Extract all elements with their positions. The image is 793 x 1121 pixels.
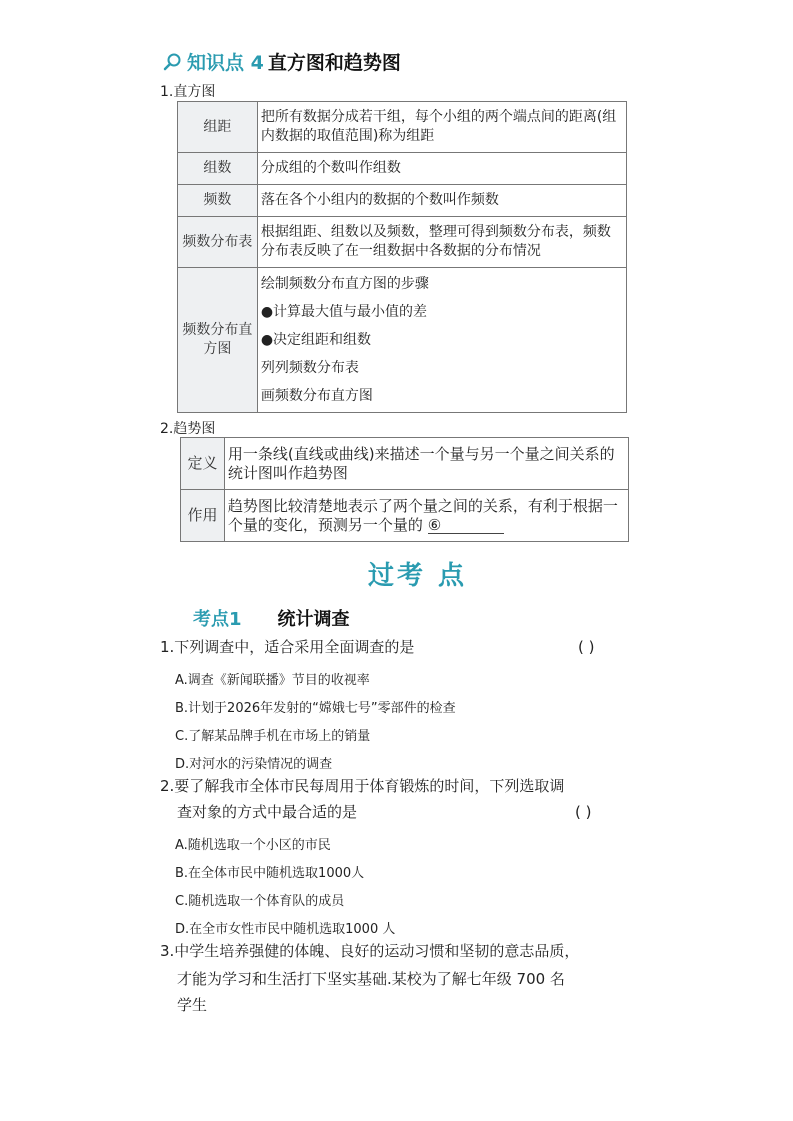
table-row xyxy=(181,438,629,490)
question-stem: 1.下列调查中，适合采用全面调查的是 xyxy=(160,638,415,656)
step-item: 画频数分布直方图 xyxy=(260,388,373,404)
option-item: B.在全体市民中随机选取1000人 xyxy=(175,866,365,881)
knowledge-point-label: 知识点 4 xyxy=(187,52,264,74)
step-item: 绘制频数分布直方图的步骤 xyxy=(260,276,429,292)
option-item: D.对河水的污染情况的调查 xyxy=(175,757,333,772)
step-item: 列列频数分布表 xyxy=(260,360,359,376)
exam-point-number: 考点1 xyxy=(193,609,242,630)
question-stem-line: 查对象的方式中最合适的是 xyxy=(177,803,358,821)
steps-cell xyxy=(257,268,626,413)
desc-cell: 把所有数据分成若干组，每个小组的两个端点间的距离(组内数据的取值范围)称为组距 xyxy=(257,102,626,153)
term-cell: 组数 xyxy=(178,153,258,185)
term-cell: 频数分布直方图 xyxy=(178,268,258,413)
term-cell: 频数分布表 xyxy=(178,217,258,268)
desc-text: 趋势图比较清楚地表示了两个量之间的关系，有利于根据一个量的变化，预测另一个量的 xyxy=(227,496,618,534)
question-stem-line: 学生 xyxy=(177,996,208,1014)
option-item: A.调查《新闻联播》节目的收视率 xyxy=(175,673,370,688)
option-item: D.在全市女性市民中随机选取1000 人 xyxy=(175,922,396,937)
table-row xyxy=(178,185,627,217)
table-row xyxy=(178,268,627,413)
desc-cell: 分成组的个数叫作组数 xyxy=(257,153,626,185)
step-item: ●计算最大值与最小值的差 xyxy=(260,304,428,320)
option-item: C.随机选取一个体育队的成员 xyxy=(175,894,345,909)
question-stem-line: 2.要了解我市全体市民每周用于体育锻炼的时间，下列选取调 xyxy=(160,777,565,795)
desc-cell: 根据组距、组数以及频数，整理可得到频数分布表，频数分布表反映了在一组数据中各数据的分布情况 xyxy=(257,217,626,268)
table-row xyxy=(178,153,627,185)
step-item: ●决定组距和组数 xyxy=(260,332,372,348)
exam-point-heading xyxy=(193,605,350,631)
term-cell: 定义 xyxy=(181,438,225,490)
option-item: B.计划于2026年发射的“嫦娥七号”零部件的检查 xyxy=(175,701,456,716)
section2-label: 2.趋势图 xyxy=(160,421,216,437)
trend-table xyxy=(180,437,629,542)
answer-paren: ( ) xyxy=(578,638,595,656)
option-item: C.了解某品牌手机在市场上的销量 xyxy=(175,729,371,744)
question-stem-line: 才能为学习和生活打下坚实基础.某校为了解七年级 700 名 xyxy=(177,970,565,988)
table-row xyxy=(181,490,629,542)
big-title: 过考 点 xyxy=(368,561,468,591)
option-item: A.随机选取一个小区的市民 xyxy=(175,838,331,853)
magnifier-icon xyxy=(163,52,183,72)
term-cell: 作用 xyxy=(181,490,225,542)
desc-cell: 用一条线(直线或曲线)来描述一个量与另一个量之间关系的统计图叫作趋势图 xyxy=(224,438,628,490)
histogram-table xyxy=(177,101,627,413)
answer-blank: ⑥ xyxy=(428,517,504,534)
table-row xyxy=(178,102,627,153)
exam-point-name: 统计调查 xyxy=(277,609,350,630)
term-cell: 组距 xyxy=(178,102,258,153)
answer-paren: ( ) xyxy=(575,803,592,821)
desc-cell: 落在各个小组内的数据的个数叫作频数 xyxy=(257,185,626,217)
question-stem-line: 3.中学生培养强健的体魄、良好的运动习惯和坚韧的意志品质， xyxy=(160,942,580,960)
desc-cell xyxy=(224,490,628,542)
term-cell: 频数 xyxy=(178,185,258,217)
knowledge-point-title: 直方图和趋势图 xyxy=(267,52,401,74)
section1-label: 1.直方图 xyxy=(160,84,216,100)
section-heading xyxy=(163,48,401,75)
table-row xyxy=(178,217,627,268)
